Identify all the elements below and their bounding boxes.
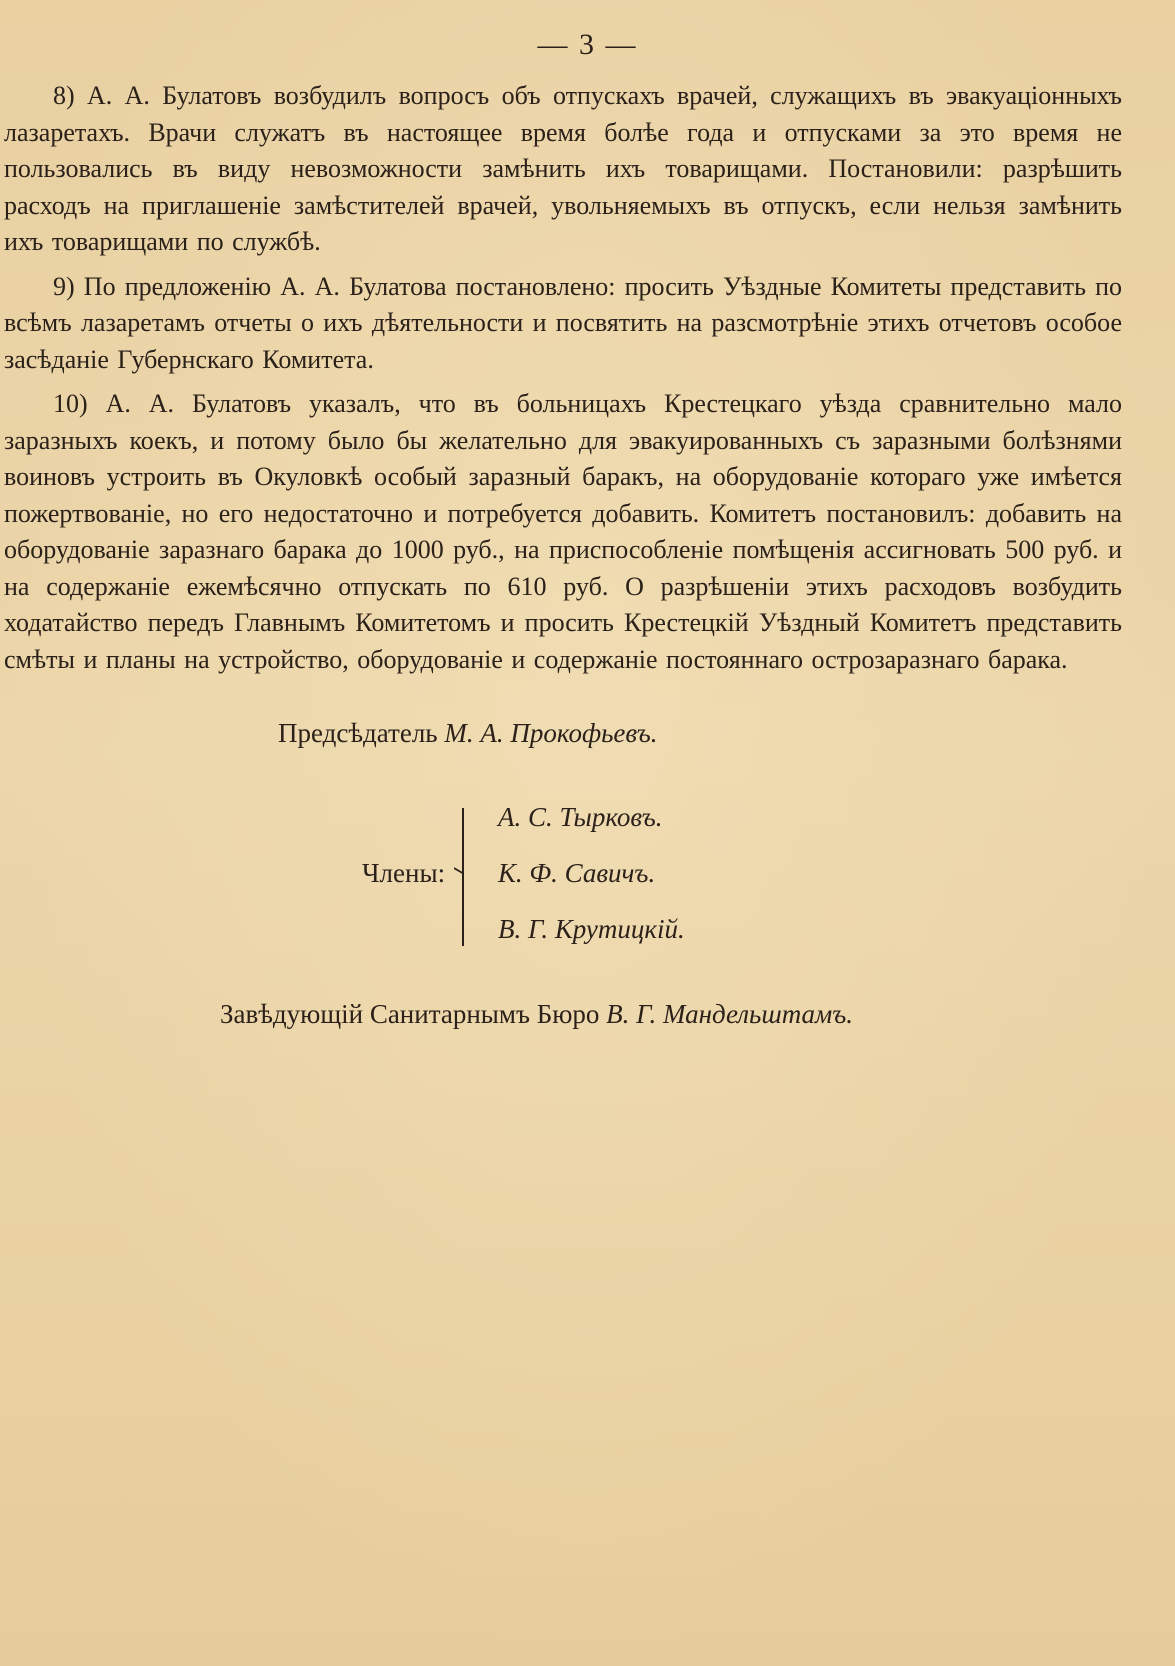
member-name: В. Г. Крутицкій. (498, 914, 685, 944)
chairman-signature-line (278, 718, 658, 749)
member-name: А. С. Тырковъ. (498, 802, 663, 832)
paragraph-item-9: 9) По предложенію А. А. Булатова постановлено: просить Уѣздные Комитеты представить по всѣмъ лазаретамъ отчеты о ихъ дѣятельности и посвятить на разсмотрѣніе этихъ отчетовъ особое засѣданіе Губернскаго Комитета. (4, 271, 1122, 374)
minutes-body (4, 78, 1122, 686)
bureau-label: Завѣдующій Санитарнымъ Бюро (220, 999, 600, 1029)
member-name: К. Ф. Савичъ. (498, 858, 656, 888)
chairman-name: М. А. Прокофьевъ. (444, 718, 658, 748)
bureau-signature-line (220, 999, 853, 1030)
page-number: — 3 — (537, 28, 638, 61)
bureau-head-name: В. Г. Мандельштамъ. (606, 999, 854, 1029)
paragraph-item-8: 8) А. А. Булатовъ возбудилъ вопросъ объ отпускахъ врачей, служащихъ въ эвакуаціонныхъ лазаретахъ. Врачи служатъ въ настоящее время болѣе года и отпусками за это время не пользовались въ виду невозможности замѣнить ихъ товарищами. Постановили: разрѣшить расходъ на приглашеніе замѣстителей врачей, увольняемыхъ въ отпускъ, если нельзя замѣнить ихъ товарищами по службѣ. (4, 81, 1122, 256)
chairman-label: Предсѣдатель (278, 718, 438, 748)
paragraph-item-10: 10) А. А. Булатовъ указалъ, что въ больницахъ Крестецкаго уѣзда сравнительно мало заразныхъ коекъ, и потому было бы желательно для эвакуированныхъ съ заразными болѣзнями воиновъ устроить въ Окуловкѣ особый заразный баракъ, на оборудованіе котораго уже имѣется пожертвованіе, но его недостаточно и потребуется добавить. Комитетъ постановилъ: добавить на оборудованіе заразнаго барака до 1000 руб., на приспособленіе помѣщенія ассигновать 500 руб. и на содержаніе ежемѣсячно отпускать по 610 руб. О разрѣшеніи этихъ расходовъ возбудить ходатайство передъ Главнымъ Комитетомъ и просить Крестецкій Уѣздный Комитетъ представить смѣты и планы на устройство, оборудованіе и содержаніе постояннаго острозаразнаго барака. (4, 389, 1122, 674)
members-label: Члены: (362, 858, 446, 888)
members-brace (462, 808, 474, 946)
